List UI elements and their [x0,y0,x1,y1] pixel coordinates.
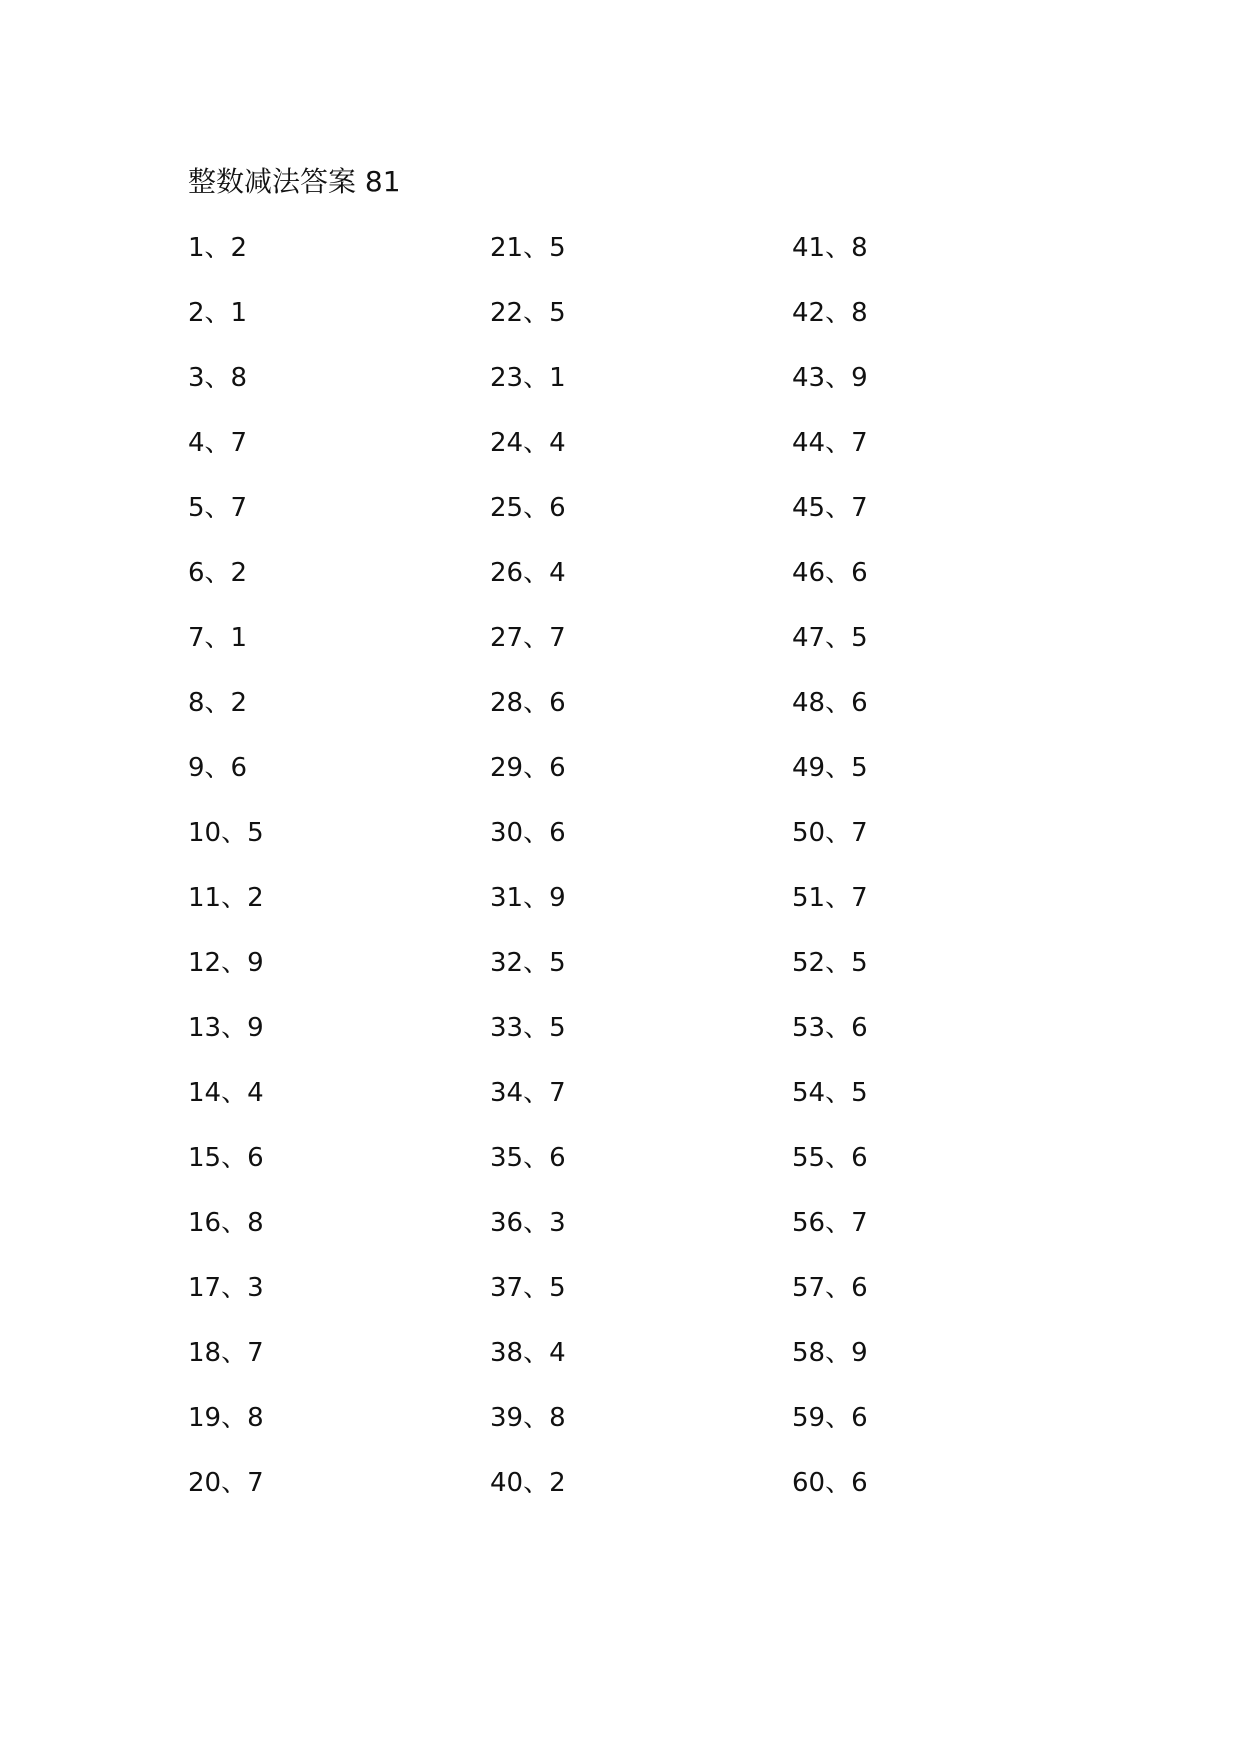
answer-item: 47、5 [792,623,868,653]
answer-item: 51、7 [792,883,868,913]
answer-item: 6、2 [188,558,248,588]
answer-item: 50、7 [792,818,868,848]
answer-item: 38、4 [490,1338,566,1368]
answer-item: 17、3 [188,1273,264,1303]
answer-item: 29、6 [490,753,566,783]
answer-item: 16、8 [188,1208,264,1238]
answer-item: 60、6 [792,1468,868,1498]
answer-item: 2、1 [188,298,248,328]
answer-item: 52、5 [792,948,868,978]
answer-item: 49、5 [792,753,868,783]
answer-item: 34、7 [490,1078,566,1108]
answer-item: 10、5 [188,818,264,848]
answer-item: 39、8 [490,1403,566,1433]
answer-item: 54、5 [792,1078,868,1108]
answer-item: 48、6 [792,688,868,718]
answer-item: 23、1 [490,363,566,393]
answer-item: 43、9 [792,363,868,393]
answer-item: 20、7 [188,1468,264,1498]
answer-item: 15、6 [188,1143,264,1173]
answer-item: 22、5 [490,298,566,328]
answer-item: 5、7 [188,493,248,523]
answer-item: 9、6 [188,753,248,783]
answer-item: 8、2 [188,688,248,718]
answer-item: 11、2 [188,883,264,913]
answer-item: 44、7 [792,428,868,458]
answer-item: 21、5 [490,233,566,263]
answer-item: 37、5 [490,1273,566,1303]
answer-item: 32、5 [490,948,566,978]
answer-item: 3、8 [188,363,248,393]
answer-item: 33、5 [490,1013,566,1043]
answer-item: 53、6 [792,1013,868,1043]
answer-item: 55、6 [792,1143,868,1173]
answer-item: 57、6 [792,1273,868,1303]
answer-item: 26、4 [490,558,566,588]
answers-grid [188,228,1094,1528]
answer-item: 24、4 [490,428,566,458]
answer-item: 45、7 [792,493,868,523]
answer-item: 46、6 [792,558,868,588]
answer-item: 41、8 [792,233,868,263]
answer-item: 28、6 [490,688,566,718]
answer-item: 4、7 [188,428,248,458]
answer-item: 18、7 [188,1338,264,1368]
answer-item: 1、2 [188,233,248,263]
answer-item: 7、1 [188,623,248,653]
answer-item: 14、4 [188,1078,264,1108]
answer-item: 13、9 [188,1013,264,1043]
answer-item: 30、6 [490,818,566,848]
page-title: 整数减法答案 81 [188,165,401,198]
answer-item: 58、9 [792,1338,868,1368]
answer-item: 31、9 [490,883,566,913]
answer-item: 35、6 [490,1143,566,1173]
answer-item: 42、8 [792,298,868,328]
answer-item: 36、3 [490,1208,566,1238]
answer-item: 12、9 [188,948,264,978]
answer-item: 56、7 [792,1208,868,1238]
answer-item: 59、6 [792,1403,868,1433]
answer-item: 25、6 [490,493,566,523]
answer-item: 40、2 [490,1468,566,1498]
answer-item: 27、7 [490,623,566,653]
answer-item: 19、8 [188,1403,264,1433]
